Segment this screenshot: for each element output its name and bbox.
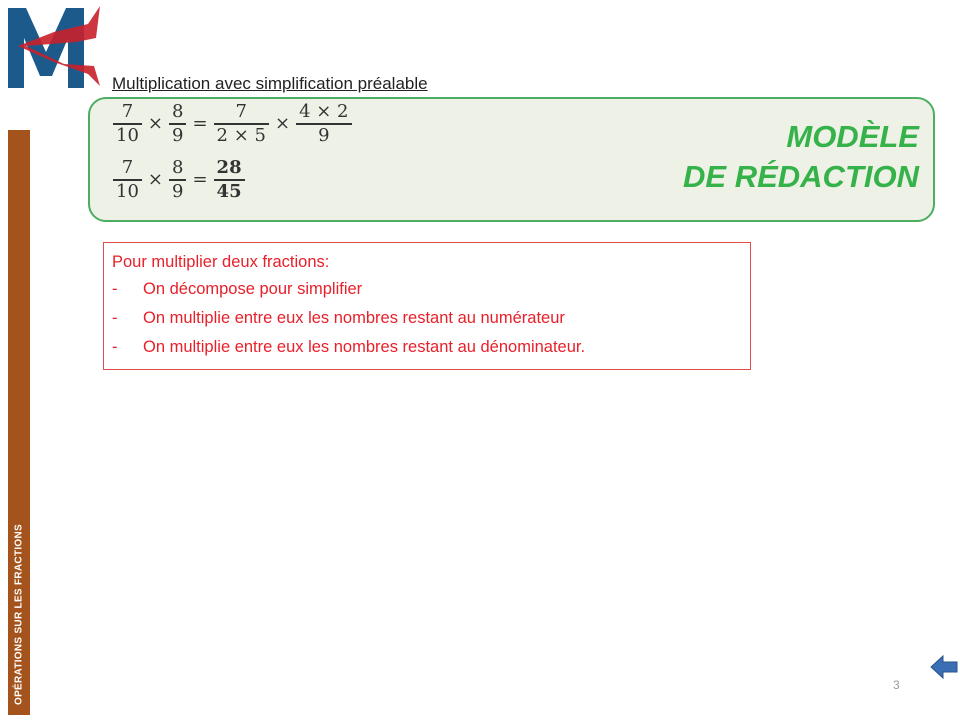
times-sign: × [274, 113, 291, 135]
model-label [683, 117, 919, 197]
fraction [296, 101, 351, 147]
numerator: 7 [235, 101, 247, 122]
rule-item [112, 309, 565, 328]
numerator: 7 [121, 157, 134, 178]
fraction [113, 157, 142, 203]
numerator: 8 [172, 101, 184, 122]
model-label-line-2: DE RÉDACTION [683, 159, 919, 194]
fraction [169, 101, 186, 147]
sidebar-section-label [8, 130, 30, 715]
rule-box [103, 242, 751, 370]
rule-item-text: On décompose pour simplifier [143, 280, 363, 298]
model-label-line-1: MODÈLE [786, 119, 919, 154]
logo-icon [4, 2, 104, 92]
rule-item [112, 338, 585, 357]
denominator: 10 [116, 180, 139, 202]
denominator: 2 × 5 [216, 124, 266, 146]
bullet: - [112, 280, 118, 298]
numerator: 8 [172, 157, 184, 178]
numerator: 7 [121, 101, 134, 122]
fraction [169, 157, 186, 203]
denominator: 9 [172, 124, 184, 146]
model-box [88, 97, 935, 222]
sidebar-label: OPÉRATIONS SUR LES FRACTIONS [13, 523, 25, 705]
slide-title: Multiplication avec simplification préalable [112, 74, 428, 93]
back-arrow-button[interactable] [930, 654, 958, 680]
denominator: 9 [172, 180, 184, 202]
numerator: 28 [216, 157, 242, 178]
page-number: 3 [893, 678, 900, 692]
logo [4, 2, 104, 92]
result-fraction [214, 157, 245, 203]
rule-item [112, 280, 362, 299]
bullet: - [112, 309, 118, 327]
times-sign: × [147, 169, 163, 191]
numerator: 4 × 2 [299, 101, 349, 122]
denominator: 45 [216, 180, 242, 202]
fraction [214, 101, 269, 147]
rule-item-text: On multiplie entre eux les nombres restant au dénominateur. [143, 338, 586, 356]
rule-heading: Pour multiplier deux fractions: [112, 253, 330, 271]
fraction [113, 101, 142, 147]
denominator: 10 [116, 124, 139, 146]
equals-sign: = [192, 113, 208, 135]
equation-line-2 [110, 157, 248, 203]
denominator: 9 [318, 124, 330, 146]
rule-item-text: On multiplie entre eux les nombres restant au numérateur [143, 309, 565, 327]
equation-line-1 [110, 101, 355, 147]
bullet: - [112, 338, 118, 356]
equals-sign: = [192, 169, 208, 191]
times-sign: × [147, 113, 163, 135]
arrow-left-icon [930, 654, 958, 680]
